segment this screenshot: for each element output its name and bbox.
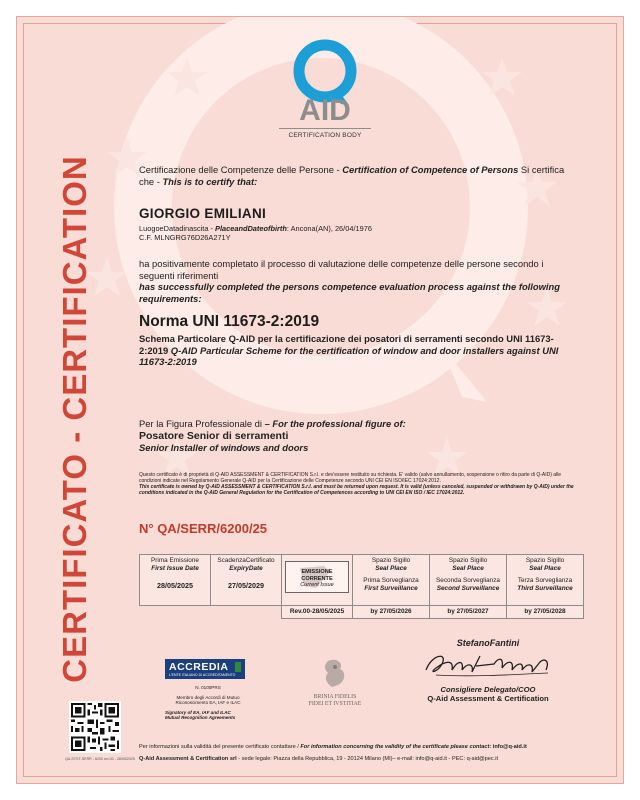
surveillance1-cell xyxy=(353,555,430,606)
italy-flag-icon xyxy=(235,662,241,672)
seal-place-en-3: Seal Place xyxy=(529,565,561,572)
evaluation-it: ha positivamente completato il processo di valutazione delle competenze delle persone secondo i seguenti riferimenti xyxy=(139,258,544,281)
surv1-value: by 27/05/2026 xyxy=(353,606,430,619)
legal-text xyxy=(139,472,579,496)
qr-code-icon[interactable] xyxy=(69,701,121,753)
accredia-signatory-2: Mutual Recognition Agreements xyxy=(165,715,236,721)
accredia-badge-text: ACCREDIA xyxy=(169,661,229,673)
surveillance3-cell xyxy=(507,555,584,606)
accredia-badge-sub: L'ENTE ITALIANO DI ACCREDITAMENTO xyxy=(169,673,236,677)
surv3-en: Third Surveillance xyxy=(517,585,573,592)
seal-place-it-3: Spazio Sigillo xyxy=(525,557,565,564)
person-block xyxy=(139,206,575,242)
signatory-name: StefanoFantini xyxy=(456,638,520,648)
legal-it: Questo certificato è di proprietà di Q-AID ASSESSMENT & CERTIFICATION S.r.l. e dev'essere restituito su richiesta. E' valido (salvo annullamento, sospensione o ritiro da parte di Q-AID) alle condizioni indicate nel Regolamento Generale Q-AID per la Certificazione delle Competenze secondo UNI CEI EN ISO/IEC 17024:2012. xyxy=(139,472,562,484)
birth-label-en: PlaceandDateofbirth xyxy=(215,224,287,233)
seal-place-it-1: Spazio Sigillo xyxy=(371,557,411,564)
birth-label-it: LuogoeDatadinascita - xyxy=(139,224,216,233)
seal-place-en-1: Seal Place xyxy=(375,565,407,572)
footer-validity-en: For information concerning the validity of the certificate please contact xyxy=(300,744,490,750)
scheme-en: Q-AID Particular Scheme for the certification of window and door installers against UNI 11673-2:2019 xyxy=(139,344,559,367)
stamp-line3: Current Issue xyxy=(300,582,334,588)
side-title: CERTIFICATO - CERTIFICATION xyxy=(56,155,93,683)
accredia-signatory xyxy=(165,710,277,721)
brinia-emblem xyxy=(299,657,371,708)
standard-block xyxy=(139,313,575,368)
intro-it: Certificazione delle Competenze delle Persone - xyxy=(139,164,343,175)
expiry-value: 27/05/2029 xyxy=(228,581,264,590)
seal-place-en-2: Seal Place xyxy=(452,565,484,572)
accredia-member-1: Membro degli Accordi di Mutuo xyxy=(176,694,240,700)
figure-label xyxy=(139,418,575,430)
logo-tagline: CERTIFICATION BODY xyxy=(288,132,362,139)
surveillance2-cell xyxy=(430,555,507,606)
surv2-it: Seconda Sorveglianza xyxy=(436,577,500,584)
surv2-value: by 27/05/2027 xyxy=(430,606,507,619)
expiry-cell xyxy=(211,555,282,606)
stamp-line2: CORRENTE xyxy=(301,575,333,582)
certificate-paper xyxy=(16,16,624,784)
footer-address-text: - sede legale: Piazza della Repubblica, 19 - 20124 Milano (MI)– e-mail: info@q-aid.it - PEC: q-aid@pec.it xyxy=(236,756,499,762)
qaid-q-icon xyxy=(275,33,375,123)
surv2-en: Second Surveillance xyxy=(436,585,500,592)
signatory-company: Q-Aid Assessment & Certification xyxy=(427,694,549,703)
accredia-number: N. 0100PRS xyxy=(195,685,221,690)
accredia-member-2: Riconoscimento EA, IAF e ILAC xyxy=(175,700,241,706)
standard-name: Norma UNI 11673-2:2019 xyxy=(139,313,320,330)
person-name: GIORGIO EMILIANI xyxy=(139,206,267,221)
qaid-logo xyxy=(275,33,375,155)
surv1-it: Prima Sorveglianza xyxy=(363,577,419,584)
expiry-it: ScadenzaCertificato xyxy=(217,557,275,564)
first-issue-en: First Issue Date xyxy=(151,565,199,572)
birth-value: : Ancona(AN), 26/04/1976 xyxy=(286,224,372,233)
footer-address xyxy=(139,756,589,762)
qr-caption: QA-SYST-SERR - 6200 rev.00 - 28/05/2025 xyxy=(65,757,135,761)
figure-label-it: Per la Figura Professionale di xyxy=(139,418,265,429)
intro-en: Certification of Competence of Persons xyxy=(342,164,519,175)
current-issue-stamp-icon xyxy=(285,561,349,593)
figure-block xyxy=(139,418,575,453)
revision-value: Rev.00-28/05/2025 xyxy=(282,606,353,619)
figure-label-en: – For the professional figure of: xyxy=(264,418,406,429)
certificate-number: N° QA/SERR/6200/25 xyxy=(139,521,268,536)
footer-company: Q-Aid Assessment & Certification srl xyxy=(139,756,237,762)
intro-en2: This is to certify that: xyxy=(162,175,258,187)
logo-word: AID xyxy=(299,94,351,123)
seal-place-it-2: Spazio Sigillo xyxy=(448,557,488,564)
evaluation-en-line2: requirements: xyxy=(139,292,202,304)
evaluation-text xyxy=(139,258,575,304)
expiry-en: ExpiryDate xyxy=(229,565,263,572)
scheme-it: Schema Particolare Q-AID per la certificazione dei posatori di serramenti secondo UNI 11673-2:2019 xyxy=(139,333,554,356)
accredia-block xyxy=(165,659,277,721)
stamp-line1: EMISSIONE xyxy=(301,569,333,575)
signature-block xyxy=(403,638,573,703)
surv1-en: First Surveillance xyxy=(364,585,418,592)
birth-line xyxy=(139,224,575,233)
current-issue-stamp-cell xyxy=(282,555,353,606)
footer-validity-it: Per informazioni sulla validità del presente certificato contattare / xyxy=(139,744,301,750)
legal-en: This certificate is owned by Q-AID ASSESSMENT & CERTIFICATION S.r.l. and must be returned upon request. It is valid (unless canceled, suspended or withdrawn by Q-AID) under the conditions indicated in the Q-AID General Regulation for the Certification of Competences according to UNI CEI EN ISO / IEC 17024:2012. xyxy=(139,484,574,496)
griffin-emblem-icon xyxy=(320,657,350,689)
scheme-text xyxy=(139,333,575,368)
signatory-role: Consigliere Delegato/COO xyxy=(440,685,536,694)
fiscal-code: C.F. MLNGRG76D26A271Y xyxy=(139,233,231,242)
intro-it2: Si certifica che - xyxy=(139,164,565,187)
brinia-line2: FIDEI ET IVSTITIAE xyxy=(308,701,362,707)
footer-validity-email[interactable]: : info@q-aid.it xyxy=(489,744,527,750)
dates-table xyxy=(139,554,584,619)
accredia-signatory-1: Signatory of EA, IAF and ILAC xyxy=(165,709,231,715)
footer-validity xyxy=(139,744,589,750)
figure-role-it: Posatore Senior di serramenti xyxy=(139,429,289,442)
first-issue-it: Prima Emissione xyxy=(151,557,199,564)
accredia-badge xyxy=(165,659,245,679)
intro-text xyxy=(139,164,575,187)
brinia-line1: BRINIA FIDELIS xyxy=(313,694,357,700)
first-issue-cell xyxy=(140,555,211,606)
accredia-info xyxy=(165,685,251,706)
first-issue-value: 28/05/2025 xyxy=(157,581,193,590)
evaluation-en-line1: has successfully completed the persons competence evaluation process against the following xyxy=(139,281,560,292)
surv3-value: by 27/05/2028 xyxy=(507,606,584,619)
figure-role-en: Senior Installer of windows and doors xyxy=(139,441,309,453)
surv3-it: Terza Sorveglianza xyxy=(517,577,573,584)
handwritten-signature-icon xyxy=(418,648,558,680)
